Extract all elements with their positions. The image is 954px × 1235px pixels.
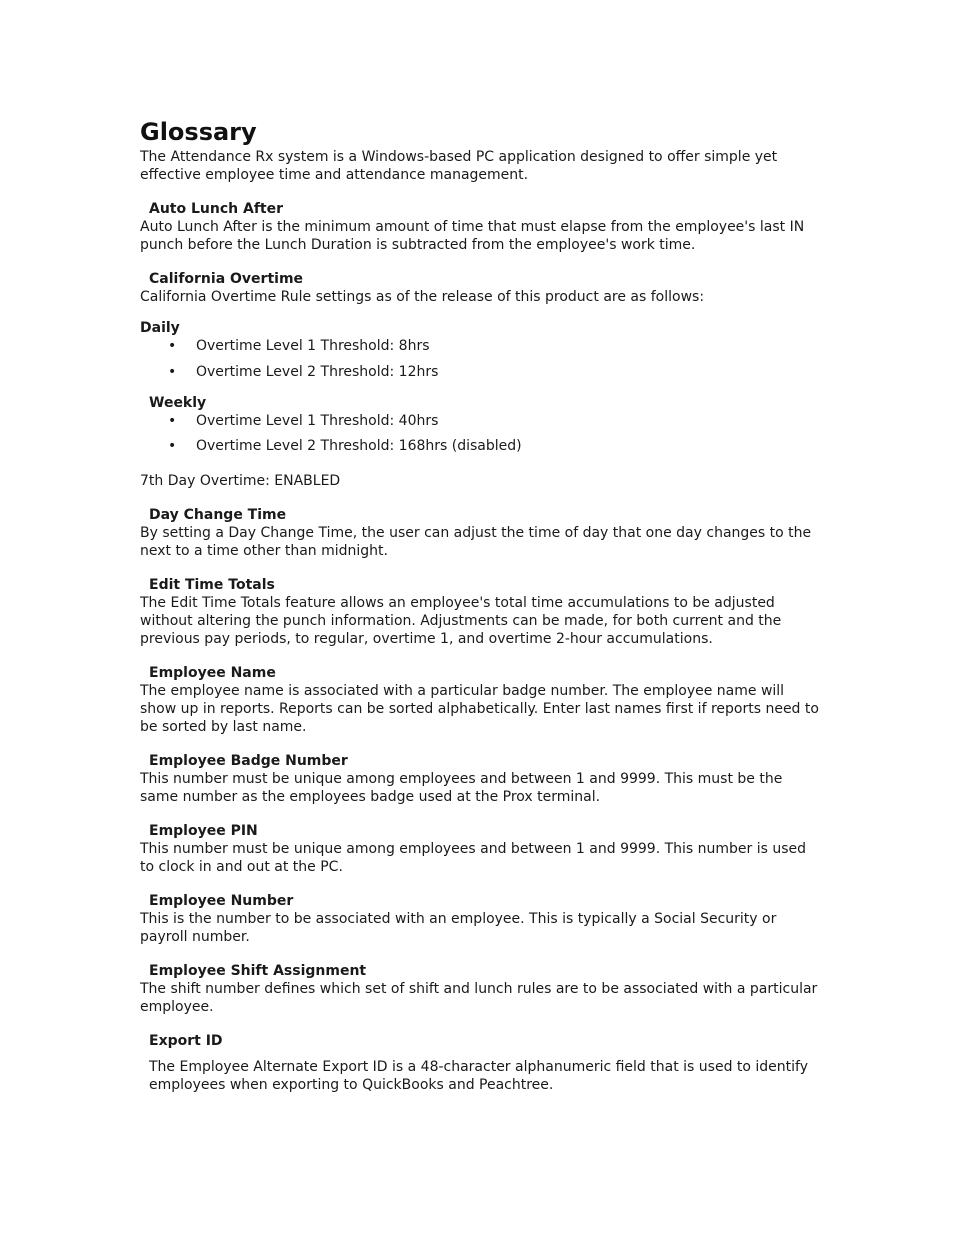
- term-day-change-time: [140, 506, 820, 560]
- daily-label: Daily: [140, 320, 180, 336]
- term-title: Auto Lunch After: [149, 201, 283, 217]
- term-title: Edit Time Totals: [149, 577, 275, 593]
- term-body: This number must be unique among employees and between 1 and 9999. This must be the same number as the employees badge used at the Prox terminal.: [140, 771, 783, 805]
- term-employee-number: [140, 892, 820, 946]
- term-edit-time-totals: [140, 576, 820, 648]
- term-title: Employee Number: [149, 893, 294, 909]
- term-title: Export ID: [149, 1033, 223, 1049]
- term-title: Employee Badge Number: [149, 753, 348, 769]
- list-item: • Overtime Level 1 Threshold: 8hrs: [168, 338, 430, 354]
- weekly-label: Weekly: [149, 395, 207, 411]
- term-title: California Overtime: [149, 271, 304, 287]
- weekly-threshold-list: [140, 412, 820, 455]
- term-auto-lunch-after: [140, 200, 820, 254]
- page-title: Glossary: [140, 118, 257, 146]
- term-body: This number must be unique among employees and between 1 and 9999. This number is used to clock in and out at the PC.: [140, 841, 807, 875]
- list-item: • Overtime Level 2 Threshold: 168hrs (disabled): [168, 438, 522, 454]
- term-title: Employee Name: [149, 665, 276, 681]
- term-employee-shift-assignment: [140, 962, 820, 1016]
- document-page: [140, 116, 820, 1094]
- term-title: Employee Shift Assignment: [149, 963, 367, 979]
- term-title: Day Change Time: [149, 507, 287, 523]
- term-body: This is the number to be associated with an employee. This is typically a Social Security or payroll number.: [140, 911, 777, 945]
- bullet-icon: •: [168, 338, 177, 354]
- intro-text: The Attendance Rx system is a Windows-based PC application designed to offer simple yet effective employee time and attendance management.: [140, 149, 778, 183]
- term-body: The employee name is associated with a particular badge number. The employee name will show up in reports. Reports can be sorted alphabetically. Enter last names first if reports need to be sorted by last name.: [140, 683, 819, 735]
- term-employee-name: [140, 664, 820, 736]
- term-body: The Employee Alternate Export ID is a 48-character alphanumeric field that is used to identify employees when exporting to QuickBooks and Peachtree.: [149, 1059, 809, 1093]
- term-body: Auto Lunch After is the minimum amount of time that must elapse from the employee's last IN punch before the Lunch Duration is subtracted from the employee's work time.: [140, 219, 805, 253]
- bullet-icon: •: [168, 364, 177, 380]
- term-export-id: [140, 1032, 820, 1094]
- list-item: • Overtime Level 1 Threshold: 40hrs: [168, 413, 439, 429]
- term-employee-badge-number: [140, 752, 820, 806]
- seventh-day-overtime: 7th Day Overtime: ENABLED: [140, 473, 341, 489]
- list-item: • Overtime Level 2 Threshold: 12hrs: [168, 364, 439, 380]
- term-employee-pin: [140, 822, 820, 876]
- bullet-icon: •: [168, 438, 177, 454]
- term-body: The shift number defines which set of shift and lunch rules are to be associated with a particular employee.: [140, 981, 818, 1015]
- term-california-overtime: [140, 270, 820, 490]
- term-body: By setting a Day Change Time, the user can adjust the time of day that one day changes to the next to a time other than midnight.: [140, 525, 812, 559]
- daily-threshold-list: [140, 337, 820, 381]
- term-body: California Overtime Rule settings as of the release of this product are as follows:: [140, 289, 705, 305]
- bullet-icon: •: [168, 413, 177, 429]
- term-body: The Edit Time Totals feature allows an employee's total time accumulations to be adjusted without altering the punch information. Adjustments can be made, for both current and the previous pay periods, to regular, overtime 1, and overtime 2-hour accumulations.: [140, 595, 782, 647]
- term-title: Employee PIN: [149, 823, 258, 839]
